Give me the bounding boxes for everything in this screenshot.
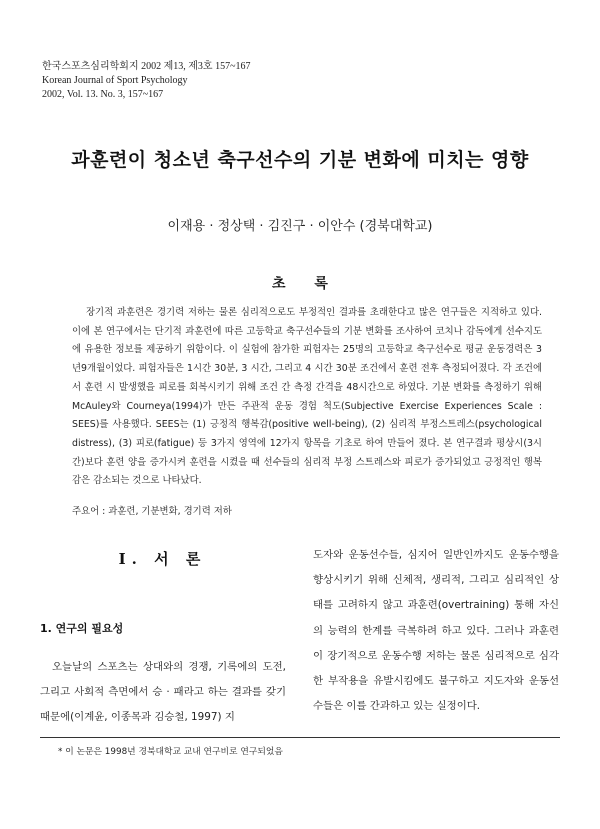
paper-title: 과훈련이 청소년 축구선수의 기분 변화에 미치는 영향 [71,149,529,171]
left-column-text: 오늘날의 스포츠는 상대와의 경쟁, 기록에의 도전, 그리고 사회적 측면에서 승 · 패라고 하는 결과를 갖기 때문에(이계윤, 이종목과 김승철, 1997) 지 [40,661,286,723]
journal-korean-line: 한국스포츠심리학회지 2002 제13, 제3호 157~167 [42,61,251,72]
footnote-divider [40,737,560,738]
abstract-heading: 초 록 [272,276,340,292]
abstract-body: 장기적 과훈련은 경기력 저하는 물론 심리적으로도 부정적인 결과를 초래한다고 많은 연구들은 지적하고 있다. 이에 본 연구에서는 단기적 과훈련에 따른 고등학교 축구선수들의 기분 변화를 조사하여 코치나 감독에게 선수지도에 유용한 정보를 제공하기 위함이다. 이 실험에 참가한 피험자는 25명의 고등학교 축구선수로 평균 운동경력은 3년9개월이었다. 피험자들은 1시간 30분, 3 시간, 그리고 4 시간 30분 조건에서 훈련 전후 측정되어졌다. 각 조건에서 훈련 시 발생했을 피로를 회복시키기 위해 조건 간 측정 간격을 48시간으로 하였다. 기분 변화를 측정하기 위해 McAuley와 Courneya(1994)가 만든 주관적 운동 경험 척도(Subjective Exercise Experiences Scale : SEES)를 사용했다. SEES는 (1) 긍정적 행복감(positive well-being), (2) 심리적 부정스트레스(psychological distress), (3) 피로(fatigue) 등 3가지 영역에 12가지 항목을 기초로 하여 만들어 졌다. 본 연구결과 평상시(3시간)보다 훈련 양을 증가시켜 훈련을 시켰을 때 선수들의 심리적 부정 스트레스와 피로가 증가되었고 긍정적인 행복감은 감소되는 것으로 나타났다. [72,307,542,487]
right-column-text: 도자와 운동선수들, 심지어 일반인까지도 운동수행을 향상시키기 위해 신체적, 생리적, 그리고 심리적인 상태를 고려하지 않고 과훈련(overtraining) 통해 자신의 능력의 한계를 극복하려 하고 있다. 그러나 과훈련이 장기적으로 운동수행 저하는 물론 심리적으로 심각한 부작용을 유발시킴에도 불구하고 지도자와 운동선수들은 이를 간과하고 있는 실정이다. [313,549,559,713]
author-line: 이재용 · 정상택 · 김진구 · 이안수 (경북대학교) [167,219,433,234]
journal-volume-line: 2002, Vol. 13. No. 3, 157~167 [42,89,164,100]
journal-header [42,60,251,102]
section-heading: Ⅰ. 서 론 [118,550,207,568]
journal-english-line: Korean Journal of Sport Psychology [42,75,188,86]
footnote: * 이 논문은 1998년 경북대학교 교내 연구비로 연구되었음 [58,747,283,757]
keywords: 주요어 : 과훈련, 기분변화, 경기력 저하 [72,506,232,517]
subsection-heading: 1. 연구의 필요성 [40,622,124,635]
